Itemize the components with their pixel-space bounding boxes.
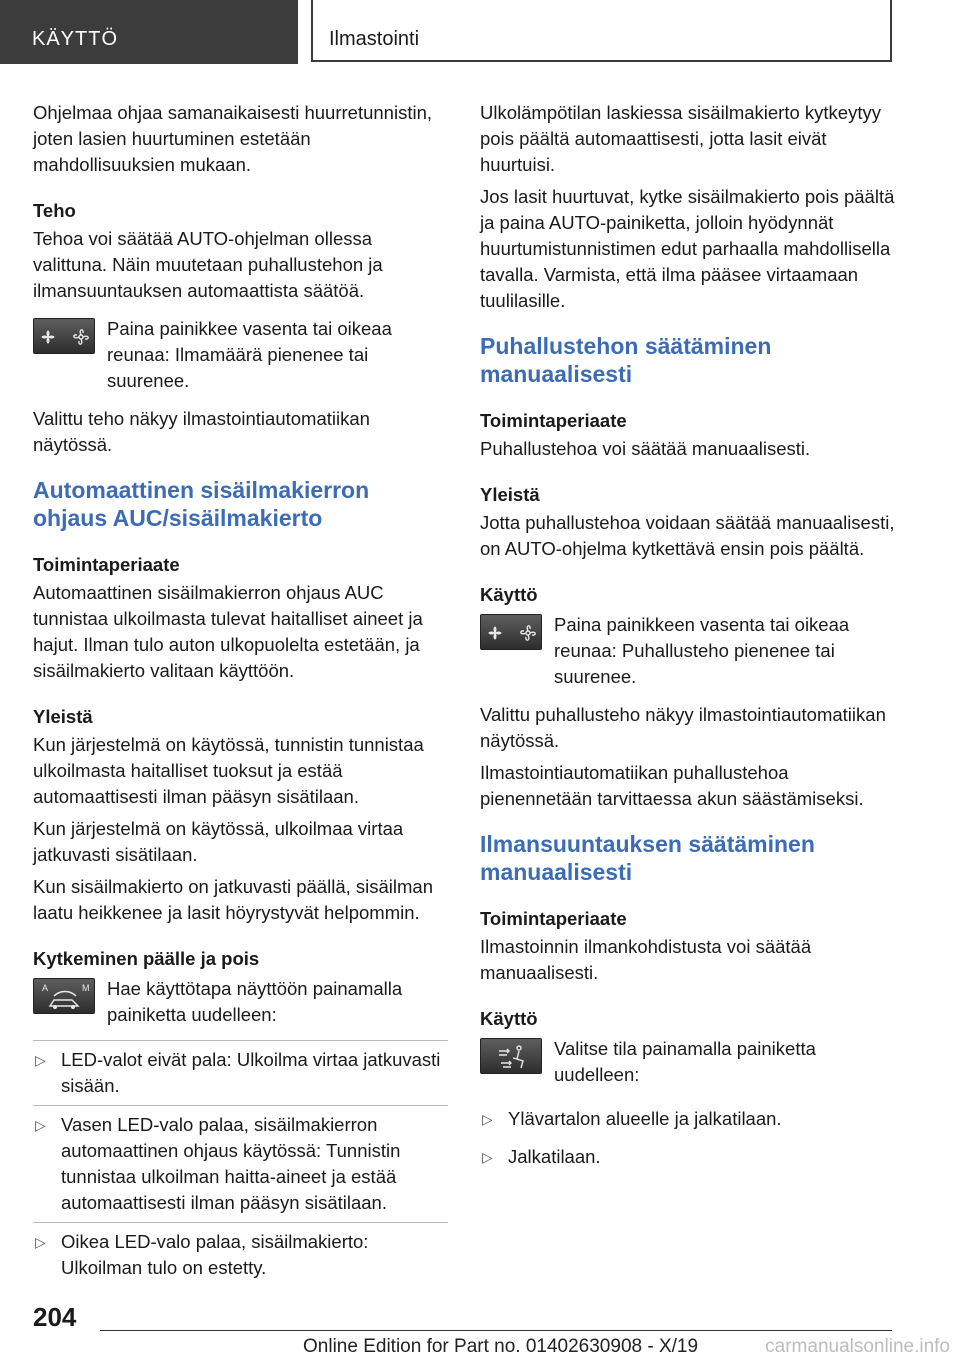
kaytto-button-text: Paina painikkeen vasenta tai oikeaa reunaa: Puhallusteho pienenee tai suurenee.	[554, 614, 850, 687]
left-column	[33, 100, 448, 1287]
puhallusteho-heading: Puhallustehon säätäminen manuaalisesti	[480, 333, 772, 387]
recirculation-button-icon	[33, 978, 95, 1014]
list-item: ▷ Vasen LED-valo palaa, sisäilmakierron automaattinen ohjaus käytössä: Tunnistin tunnistaa ulkoilman haitta-aineet ja estää automaattisesti ilman pääsyn sisätilaan.	[33, 1105, 448, 1222]
toimintaperiaate-paragraph: Automaattinen sisäilmakierron ohjaus AUC tunnistaa ulkoilmasta tulevat haitalliset aineet ja hajut. Ilman tulo auton ulkopuolelta estetään, ja sisäilmakierto valitaan käyttöön.	[33, 582, 423, 681]
list-item: ▷ LED-valot eivät pala: Ulkoilma virtaa jatkuvasti sisään.	[33, 1040, 448, 1105]
list-item: ▷ Ylävartalon alueelle ja jalkatilaan.	[480, 1100, 895, 1138]
teho-heading: Teho	[33, 200, 76, 221]
kaytto-heading-2: Käyttö	[480, 1008, 538, 1029]
header-section-tab	[0, 0, 298, 64]
fan-button-row-2	[480, 612, 895, 690]
recirc-button-row	[33, 976, 448, 1028]
right-paragraph-4: Ilmastointiautomatiikan puhallustehoa pienennetään tarvittaessa akun säästämiseksi.	[480, 762, 864, 809]
toimintaperiaate-heading-2: Toimintaperiaate	[480, 410, 627, 431]
toimintaperiaate-heading-3: Toimintaperiaate	[480, 908, 627, 929]
recirc-m-label: M	[82, 983, 90, 993]
toimintaperiaate-paragraph-2: Puhallustehoa voi säätää manuaalisesti.	[480, 438, 811, 459]
header-chapter-label: Ilmastointi	[329, 28, 420, 50]
list-item: ▷ Jalkatilaan.	[480, 1138, 895, 1176]
page-number: 204	[33, 1302, 77, 1332]
yleista-paragraph-1: Kun järjestelmä on käytössä, tunnistin tunnistaa ulkoilmasta haitalliset tuoksut ja estää automaattisesti ilman pääsyn sisätilaan.	[33, 734, 424, 807]
toimintaperiaate-heading: Toimintaperiaate	[33, 554, 180, 575]
header-chapter-tab	[311, 0, 892, 62]
teho-button-text: Paina painikkee vasenta tai oikeaa reunaa: Ilmamäärä pienenee tai suurenee.	[107, 318, 392, 391]
teho-button-row	[33, 316, 448, 394]
toimintaperiaate-paragraph-3: Ilmastoinnin ilmankohdistusta voi säätää manuaalisesti.	[480, 936, 812, 983]
watermark: carmanualsonline.info	[765, 1336, 950, 1357]
kaytto-heading: Käyttö	[480, 584, 538, 605]
footer-divider	[100, 1330, 892, 1331]
right-column	[480, 100, 895, 1176]
intro-paragraph: Ohjelmaa ohjaa samanaikaisesti huurretunnistin, joten lasien huurtuminen estetään mahdollisuuksien mukaan.	[33, 102, 432, 175]
yleista-heading-2: Yleistä	[480, 484, 540, 505]
auc-heading: Automaattinen sisäilmakierron ohjaus AUC/sisäilmakierto	[33, 477, 370, 531]
right-paragraph-3: Valittu puhallusteho näkyy ilmastointiautomatiikan näytössä.	[480, 704, 886, 751]
yleista-paragraph-2: Kun järjestelmä on käytössä, ulkoilmaa virtaa jatkuvasti sisätilaan.	[33, 818, 404, 865]
teho-paragraph: Tehoa voi säätää AUTO-ohjelman ollessa valittuna. Näin muutetaan puhallustehon ja ilmansuuntauksen automaattista säätöä.	[33, 228, 383, 301]
kytkeminen-heading: Kytkeminen päälle ja pois	[33, 948, 260, 969]
fan-button-icon	[33, 318, 95, 354]
led-state-list	[33, 1040, 448, 1287]
airflow-button-row	[480, 1036, 895, 1088]
list-item: ▷ Oikea LED-valo palaa, sisäilmakierto: Ulkoilman tulo on estetty.	[33, 1222, 448, 1287]
ilmansuuntaus-heading: Ilmansuuntauksen säätäminen manuaalisesti	[480, 831, 815, 885]
fan-button-icon-2	[480, 614, 542, 650]
header-section-label: KÄYTTÖ	[32, 28, 119, 50]
teho-paragraph-2: Valittu teho näkyy ilmastointiautomatiikan näytössä.	[33, 408, 370, 455]
yleista-paragraph-right: Jotta puhallustehoa voidaan säätää manuaalisesti, on AUTO-ohjelma kytkettävä ensin pois päältä.	[480, 512, 895, 559]
kytkeminen-button-text: Hae käyttötapa näyttöön painamalla painiketta uudelleen:	[107, 978, 403, 1025]
yleista-heading: Yleistä	[33, 706, 93, 727]
yleista-paragraph-3: Kun sisäilmakierto on jatkuvasti päällä, sisäilman laatu heikkenee ja lasit höyrystyvät helpommin.	[33, 876, 433, 923]
air-distribution-button-icon	[480, 1038, 542, 1074]
recirc-a-label: A	[42, 983, 49, 993]
airflow-mode-list	[480, 1100, 895, 1176]
right-paragraph-2: Jos lasit huurtuvat, kytke sisäilmakierto pois päältä ja paina AUTO-painiketta, jolloin hyödynnät huurtumistunnistimen edut parhaalla mahdollisella tavalla. Varmista, että ilma pääsee virtaamaan tuulilasille.	[480, 186, 895, 311]
footer-edition: Online Edition for Part no. 01402630908 - X/19	[303, 1336, 699, 1357]
kaytto2-button-text: Valitse tila painamalla painiketta uudelleen:	[554, 1038, 816, 1085]
right-paragraph-1: Ulkolämpötilan laskiessa sisäilmakierto kytkeytyy pois päältä automaattisesti, jotta lasit eivät huurtuisi.	[480, 102, 881, 175]
